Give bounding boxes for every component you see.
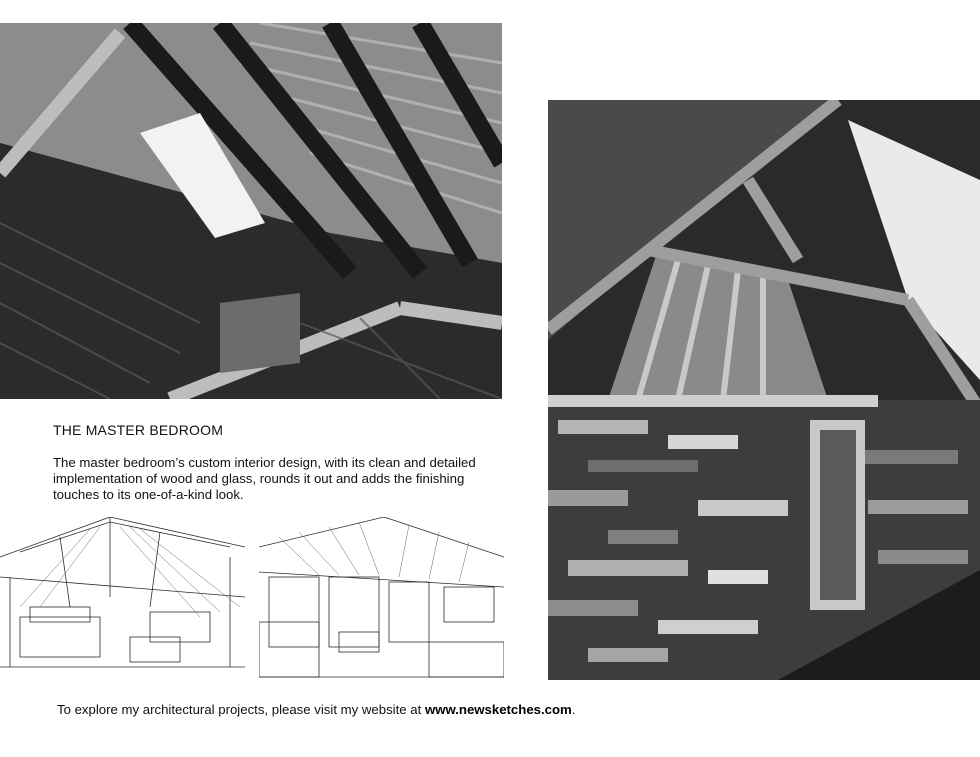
website-link[interactable]: www.newsketches.com — [424, 702, 572, 717]
footer-text: To explore my architectural projects, please visit my website at — [57, 702, 425, 717]
sketch-bedroom — [259, 517, 504, 680]
ceiling-photo-image — [0, 23, 502, 399]
footer-note — [57, 702, 575, 717]
footer-period: . — [571, 702, 576, 717]
sketch-living-room-image — [0, 517, 245, 680]
sketch-bedroom-image — [259, 517, 504, 680]
bedroom-photo-image — [548, 100, 980, 680]
ceiling-photo — [0, 23, 502, 399]
section-title: THE MASTER BEDROOM — [53, 422, 224, 438]
bedroom-photo — [548, 100, 980, 680]
sketch-living-room — [0, 517, 245, 680]
section-description: The master bedroom’s custom interior design, with its clean and detailed implementation of wood and glass, rounds it out and adds the finishing touches to its one-of-a-kind look. — [53, 455, 476, 502]
